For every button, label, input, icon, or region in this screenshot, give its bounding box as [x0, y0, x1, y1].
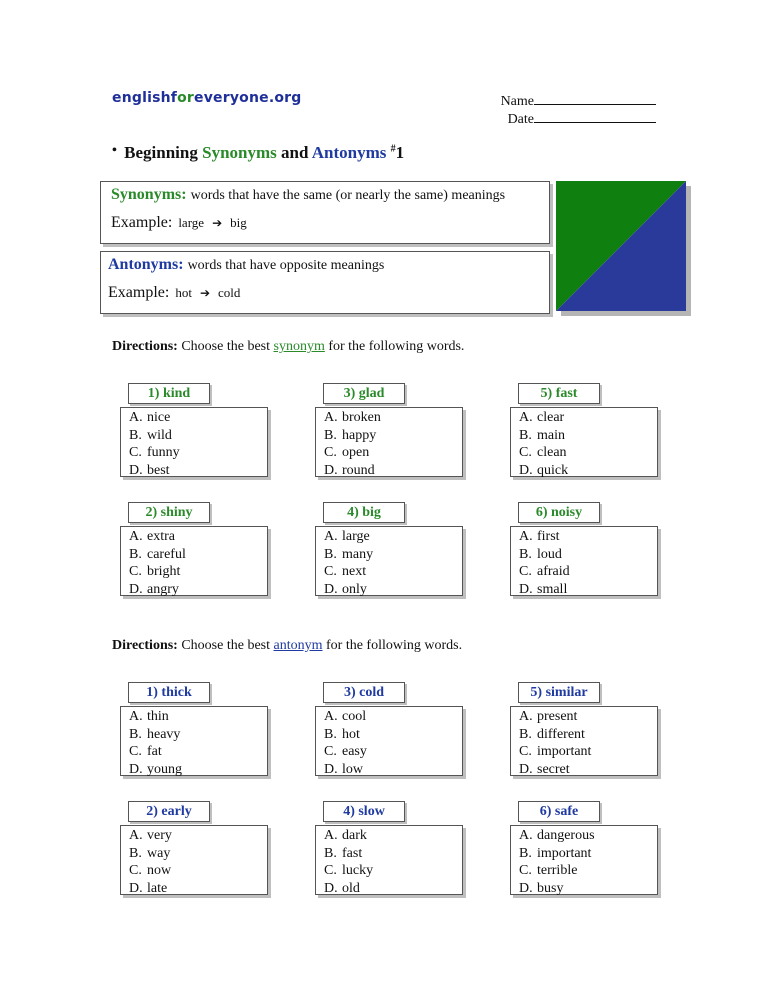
directions-synonyms — [112, 339, 464, 355]
answer-option[interactable] — [129, 761, 267, 779]
title-antonyms: Antonyms — [311, 143, 387, 162]
option-letter: B. — [129, 726, 142, 742]
option-text: nice — [147, 410, 171, 425]
option-letter: D. — [129, 880, 143, 896]
directions-antonyms — [112, 638, 462, 654]
answer-option[interactable] — [519, 462, 657, 480]
question-label: 5) similar — [518, 682, 600, 703]
option-text: hot — [342, 726, 360, 742]
option-text: important — [537, 845, 592, 861]
option-text: way — [147, 845, 171, 861]
question-label: 4) slow — [323, 801, 405, 822]
answer-options-box — [120, 706, 268, 776]
option-text: thin — [147, 709, 169, 724]
answer-option[interactable] — [519, 444, 657, 462]
option-letter: D. — [324, 761, 338, 777]
answer-options-box — [120, 526, 268, 596]
answer-options-box — [510, 526, 658, 596]
option-text: many — [342, 546, 374, 562]
answer-option[interactable] — [519, 761, 657, 779]
answer-option[interactable] — [129, 708, 267, 726]
option-letter: A. — [324, 410, 338, 425]
answer-option[interactable] — [324, 427, 462, 445]
option-text: only — [342, 581, 367, 597]
option-text: heavy — [147, 726, 181, 742]
synonym-link[interactable]: synonym — [273, 339, 325, 354]
answer-option[interactable] — [129, 427, 267, 445]
option-text: easy — [342, 744, 367, 759]
answer-option[interactable] — [129, 462, 267, 480]
answer-options-box — [315, 706, 463, 776]
answer-option[interactable] — [129, 563, 267, 581]
answer-option[interactable] — [129, 546, 267, 564]
synonyms-example — [111, 214, 549, 232]
option-letter: C. — [324, 445, 337, 460]
option-text: low — [342, 761, 363, 777]
answer-option[interactable] — [129, 444, 267, 462]
option-text: important — [537, 744, 592, 759]
question-label: 5) fast — [518, 383, 600, 404]
answer-option[interactable] — [519, 743, 657, 761]
option-text: now — [147, 863, 172, 878]
title-number: 1 — [395, 143, 405, 162]
option-letter: D. — [519, 761, 533, 777]
answer-option[interactable] — [324, 761, 462, 779]
answer-options-box — [120, 825, 268, 895]
option-letter: B. — [519, 845, 532, 861]
option-text: funny — [147, 445, 180, 460]
antonyms-example — [108, 284, 549, 302]
option-text: extra — [147, 529, 175, 544]
option-text: main — [537, 427, 565, 443]
option-text: clear — [537, 410, 565, 425]
answer-option[interactable] — [519, 427, 657, 445]
option-text: first — [537, 529, 560, 544]
option-letter: D. — [129, 581, 143, 597]
antonyms-meaning: words that have opposite meanings — [187, 258, 385, 273]
answer-options-box — [315, 825, 463, 895]
answer-option[interactable] — [324, 862, 462, 880]
option-letter: D. — [519, 880, 533, 896]
option-text: very — [147, 828, 172, 843]
option-letter: A. — [519, 828, 533, 843]
title-sup: # — [390, 143, 396, 155]
option-text: broken — [342, 410, 381, 425]
answer-option[interactable] — [129, 409, 267, 427]
option-text: cool — [342, 709, 367, 724]
option-text: clean — [537, 445, 567, 460]
option-text: open — [342, 445, 370, 460]
answer-option[interactable] — [324, 563, 462, 581]
answer-option[interactable] — [129, 862, 267, 880]
question-label: 1) kind — [128, 383, 210, 404]
option-text: happy — [342, 427, 377, 443]
question-label: 2) shiny — [128, 502, 210, 523]
answer-option[interactable] — [324, 581, 462, 599]
directions-text: Choose the best — [181, 339, 270, 354]
answer-option[interactable] — [519, 708, 657, 726]
option-text: dangerous — [537, 828, 595, 843]
option-letter: C. — [519, 744, 532, 759]
option-letter: C. — [324, 744, 337, 759]
option-letter: D. — [129, 462, 143, 478]
option-letter: B. — [519, 546, 532, 562]
answer-option[interactable] — [129, 880, 267, 898]
option-letter: D. — [324, 880, 338, 896]
answer-option[interactable] — [519, 546, 657, 564]
answer-option[interactable] — [324, 708, 462, 726]
option-text: afraid — [537, 564, 570, 579]
answer-option[interactable] — [519, 827, 657, 845]
name-line[interactable] — [534, 92, 656, 105]
option-text: young — [147, 761, 182, 777]
decorative-diagonal-graphic — [556, 181, 686, 311]
name-row — [480, 92, 656, 110]
answer-options-box — [315, 526, 463, 596]
option-text: bright — [147, 564, 181, 579]
site-logo-part: or — [177, 90, 195, 106]
option-letter: C. — [324, 863, 337, 878]
option-text: dark — [342, 828, 367, 843]
antonym-link[interactable]: antonym — [273, 638, 323, 653]
synonyms-term: Synonyms: — [111, 186, 187, 203]
arrow-right-icon: ➔ — [199, 286, 210, 300]
directions-text: for the following words. — [326, 638, 463, 653]
answer-option[interactable] — [519, 409, 657, 427]
option-letter: B. — [324, 845, 337, 861]
site-logo-part: everyone.org — [194, 90, 302, 106]
question-label: 4) big — [323, 502, 405, 523]
option-text: angry — [147, 581, 179, 597]
answer-option[interactable] — [519, 862, 657, 880]
option-letter: C. — [129, 445, 142, 460]
answer-option[interactable] — [519, 845, 657, 863]
site-logo — [112, 90, 302, 106]
option-letter: A. — [324, 529, 338, 544]
option-text: careful — [147, 546, 186, 562]
diagonal-split-icon — [556, 181, 686, 311]
answer-option[interactable] — [324, 528, 462, 546]
option-letter: A. — [519, 529, 533, 544]
option-text: small — [537, 581, 568, 597]
answer-option[interactable] — [129, 528, 267, 546]
answer-option[interactable] — [129, 581, 267, 599]
name-date-block — [480, 92, 656, 128]
option-text: fat — [147, 744, 162, 759]
question-label: 3) cold — [323, 682, 405, 703]
option-letter: C. — [129, 564, 142, 579]
option-text: lucky — [342, 863, 374, 878]
answer-option[interactable] — [519, 726, 657, 744]
option-text: best — [147, 462, 170, 478]
answer-option[interactable] — [324, 743, 462, 761]
directions-lead: Directions: — [112, 339, 178, 354]
option-text: quick — [537, 462, 569, 478]
option-letter: C. — [129, 744, 142, 759]
option-text: loud — [537, 546, 562, 562]
answer-option[interactable] — [519, 581, 657, 599]
option-letter: B. — [129, 546, 142, 562]
site-logo-part: englishf — [112, 90, 178, 106]
option-letter: B. — [324, 427, 337, 443]
option-letter: A. — [519, 709, 533, 724]
date-line[interactable] — [534, 110, 656, 123]
option-text: busy — [537, 880, 564, 896]
option-text: old — [342, 880, 360, 896]
option-letter: C. — [519, 564, 532, 579]
answer-options-box — [510, 825, 658, 895]
option-letter: A. — [129, 410, 143, 425]
answer-option[interactable] — [324, 827, 462, 845]
answer-option[interactable] — [129, 743, 267, 761]
option-text: terrible — [537, 863, 578, 878]
answer-option[interactable] — [519, 880, 657, 898]
title-synonyms: Synonyms — [202, 143, 277, 162]
option-letter: C. — [519, 863, 532, 878]
option-letter: B. — [129, 845, 142, 861]
option-letter: A. — [129, 529, 143, 544]
option-letter: A. — [324, 709, 338, 724]
option-letter: B. — [324, 726, 337, 742]
option-letter: D. — [519, 462, 533, 478]
option-letter: D. — [519, 581, 533, 597]
example-from: large — [178, 215, 205, 230]
answer-option[interactable] — [519, 528, 657, 546]
answer-option[interactable] — [324, 409, 462, 427]
question-label: 2) early — [128, 801, 210, 822]
answer-options-box — [510, 407, 658, 477]
answer-option[interactable] — [324, 845, 462, 863]
question-label: 6) safe — [518, 801, 600, 822]
arrow-right-icon: ➔ — [212, 216, 223, 230]
answer-option[interactable] — [129, 845, 267, 863]
option-letter: A. — [129, 709, 143, 724]
option-text: large — [342, 529, 370, 544]
option-text: present — [537, 709, 578, 724]
option-text: wild — [147, 427, 172, 443]
option-letter: C. — [519, 445, 532, 460]
option-letter: B. — [324, 546, 337, 562]
option-letter: A. — [129, 828, 143, 843]
option-text: round — [342, 462, 375, 478]
answer-option[interactable] — [324, 444, 462, 462]
page-title — [112, 143, 404, 163]
title-prefix: Beginning — [124, 143, 198, 162]
option-letter: D. — [129, 761, 143, 777]
answer-options-box — [120, 407, 268, 477]
answer-option[interactable] — [324, 462, 462, 480]
option-text: late — [147, 880, 168, 896]
example-label: Example: — [111, 214, 173, 231]
example-to: cold — [218, 285, 241, 300]
option-text: different — [537, 726, 585, 742]
antonyms-definition-box — [100, 251, 550, 314]
answer-option[interactable] — [129, 726, 267, 744]
date-row — [480, 110, 656, 128]
directions-text: for the following words. — [328, 339, 465, 354]
option-text: next — [342, 564, 367, 579]
option-letter: D. — [324, 462, 338, 478]
date-label: Date — [507, 112, 534, 127]
antonyms-term: Antonyms: — [108, 256, 184, 273]
title-bullet: • — [112, 143, 117, 158]
answer-option[interactable] — [129, 827, 267, 845]
example-label: Example: — [108, 284, 170, 301]
option-text: secret — [537, 761, 570, 777]
answer-option[interactable] — [324, 546, 462, 564]
example-to: big — [230, 215, 247, 230]
option-letter: B. — [129, 427, 142, 443]
option-letter: A. — [519, 410, 533, 425]
directions-lead: Directions: — [112, 638, 178, 653]
answer-option[interactable] — [324, 726, 462, 744]
synonyms-definition-box — [100, 181, 550, 244]
title-and: and — [281, 143, 309, 162]
option-letter: B. — [519, 427, 532, 443]
answer-options-box — [315, 407, 463, 477]
option-letter: C. — [324, 564, 337, 579]
answer-options-box — [510, 706, 658, 776]
option-text: fast — [342, 845, 363, 861]
question-label: 1) thick — [128, 682, 210, 703]
option-letter: D. — [324, 581, 338, 597]
option-letter: B. — [519, 726, 532, 742]
synonyms-meaning: words that have the same (or nearly the same) meanings — [190, 188, 506, 203]
name-label: Name — [500, 94, 534, 109]
option-letter: A. — [324, 828, 338, 843]
example-from: hot — [175, 285, 192, 300]
directions-text: Choose the best — [181, 638, 270, 653]
question-label: 3) glad — [323, 383, 405, 404]
answer-option[interactable] — [324, 880, 462, 898]
question-label: 6) noisy — [518, 502, 600, 523]
option-letter: C. — [129, 863, 142, 878]
answer-option[interactable] — [519, 563, 657, 581]
